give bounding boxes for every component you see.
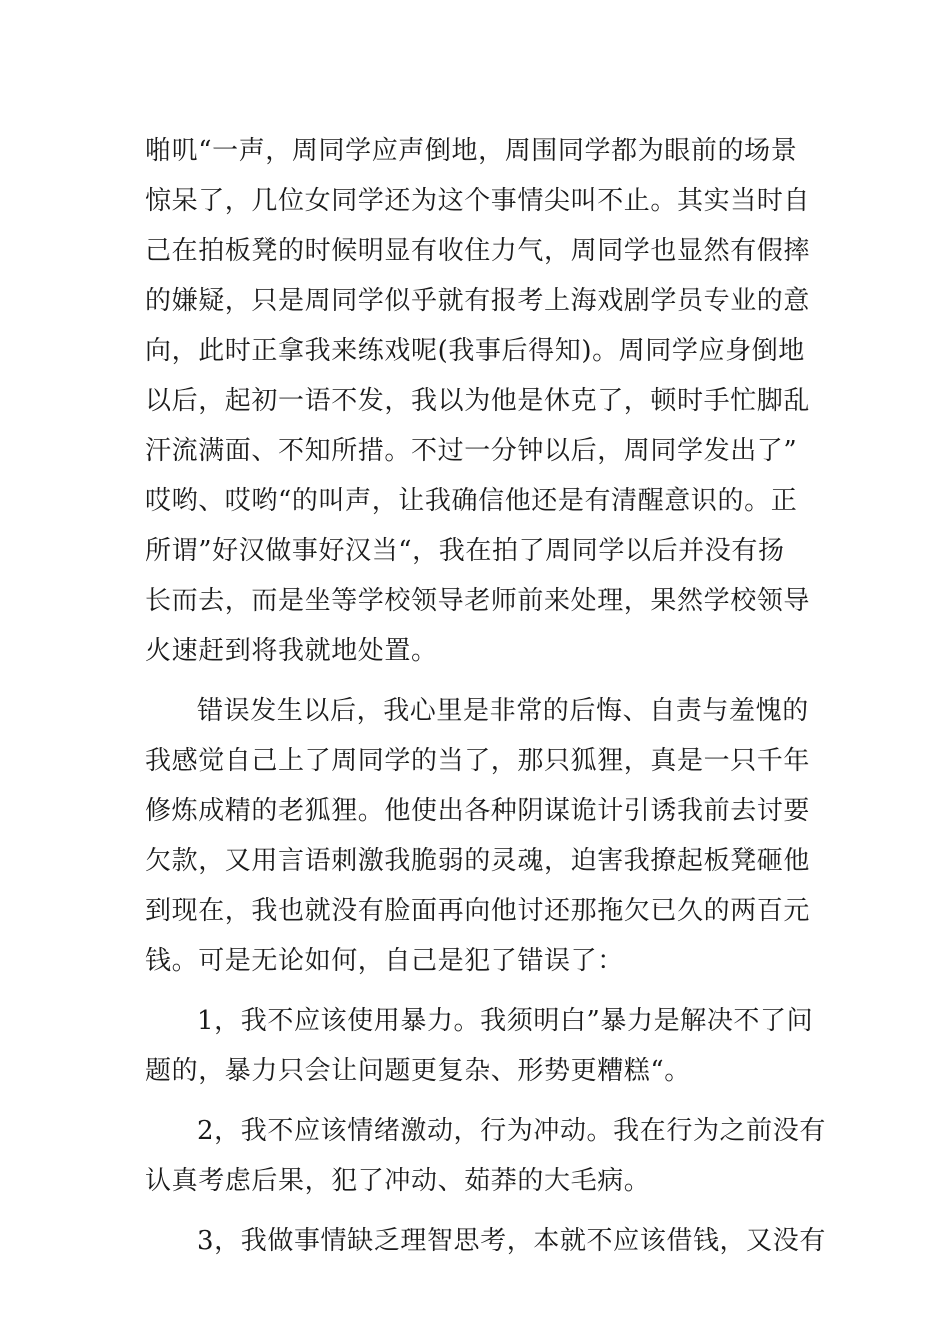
text-line: 汗流满面、不知所措。不过一分钟以后，周同学发出了”	[145, 436, 798, 466]
text-line: 己在拍板凳的时候明显有收住力气，周同学也显然有假摔	[145, 236, 811, 266]
text-line: 啪叽“一声，周同学应声倒地，周围同学都为眼前的场景	[145, 136, 798, 166]
text-line: 我感觉自己上了周同学的当了，那只狐狸，真是一只千年	[145, 746, 811, 776]
text-line: 1，我不应该使用暴力。我须明白”暴力是解决不了问	[197, 1006, 814, 1036]
paragraph-gap	[145, 986, 810, 996]
paragraph-gap	[145, 1096, 810, 1106]
text-line: 到现在，我也就没有脸面再向他讨还那拖欠已久的两百元	[145, 896, 811, 926]
text-line: 欠款，又用言语刺激我脆弱的灵魂，迫害我撩起板凳砸他	[145, 846, 811, 876]
text-line: 修炼成精的老狐狸。他使出各种阴谋诡计引诱我前去讨要	[145, 796, 811, 826]
text-line: 火速赶到将我就地处置。	[145, 636, 438, 666]
paragraph-gap	[145, 1206, 810, 1216]
text-line: 3，我做事情缺乏理智思考，本就不应该借钱，又没有	[197, 1226, 826, 1256]
text-line: 题的，暴力只会让问题更复杂、形势更糟糕“。	[145, 1056, 691, 1086]
text-line: 钱。可是无论如何，自己是犯了错误了：	[145, 946, 624, 976]
text-line: 2，我不应该情绪激动，行为冲动。我在行为之前没有	[197, 1116, 826, 1146]
text-line: 长而去，而是坐等学校领导老师前来处理，果然学校领导	[145, 586, 811, 616]
text-line: 哎哟、哎哟“的叫声，让我确信他还是有清醒意识的。正	[145, 486, 798, 516]
document-body	[145, 126, 826, 1266]
text-line: 的嫌疑，只是周同学似乎就有报考上海戏剧学员专业的意	[145, 286, 811, 316]
text-line: 惊呆了，几位女同学还为这个事情尖叫不止。其实当时自	[145, 186, 811, 216]
text-line: 认真考虑后果，犯了冲动、茹莽的大毛病。	[145, 1166, 651, 1196]
paragraph-gap	[145, 676, 810, 686]
text-line: 所谓”好汉做事好汉当“，我在拍了周同学以后并没有扬	[145, 536, 785, 566]
text-line: 向，此时正拿我来练戏呢(我事后得知)。周同学应身倒地	[145, 336, 805, 366]
text-line: 以后，起初一语不发，我以为他是休克了，顿时手忙脚乱	[145, 386, 811, 416]
text-line: 错误发生以后，我心里是非常的后悔、自责与羞愧的	[197, 696, 809, 726]
